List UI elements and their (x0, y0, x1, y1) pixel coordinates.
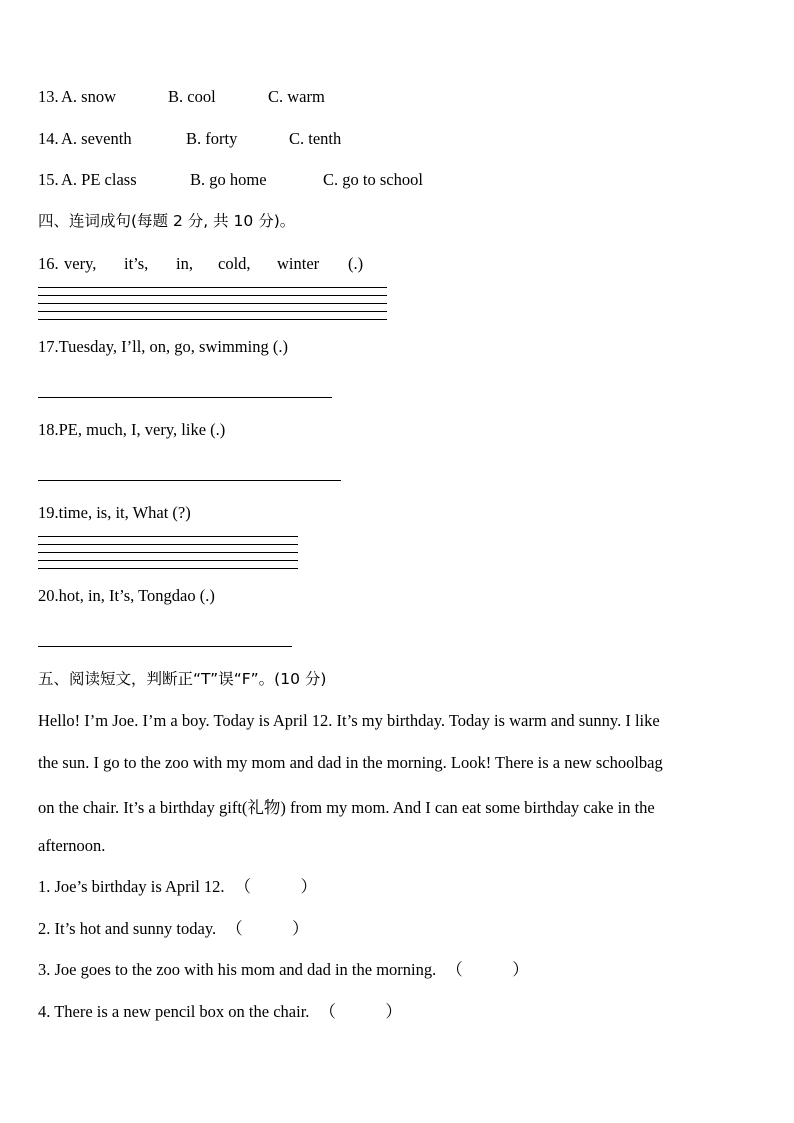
section-4-heading: 四、连词成句(每题 2 分, 共 10 分)。 (38, 212, 296, 230)
question-19 (38, 503, 191, 523)
answer-line[interactable] (38, 560, 298, 561)
question-number: 16. (38, 254, 59, 273)
answer-line[interactable] (38, 646, 292, 647)
answer-line[interactable] (38, 536, 298, 537)
mc-number: 15. (38, 170, 59, 189)
mc-number: 14. (38, 129, 59, 148)
question-number: 19. (38, 503, 59, 522)
passage-line: on the chair. It’s a birthday gift(礼物) from my mom. And I can eat some birthday cake in the (38, 798, 655, 817)
option-c: C. go to school (323, 170, 423, 189)
question-18 (38, 420, 225, 440)
option-b: B. forty (186, 129, 238, 148)
option-c: C. warm (268, 87, 325, 106)
question-number: 18. (38, 420, 59, 439)
word-chip: cold, (218, 254, 251, 273)
tf-question-3 (38, 960, 529, 980)
option-c: C. tenth (289, 129, 342, 148)
word-chip: winter (277, 254, 320, 273)
section-5-heading: 五、阅读短文，判断正“T”误“F”。(10 分) (38, 670, 327, 688)
word-chip: in, (176, 254, 193, 273)
answer-line[interactable] (38, 544, 298, 545)
tf-question-2 (38, 919, 309, 939)
question-words: time, is, it, What (?) (58, 503, 191, 522)
answer-blank[interactable]: （ ） (446, 960, 529, 979)
tf-question-text: 1. Joe’s birthday is April 12. (38, 877, 225, 896)
option-a: A. PE class (61, 170, 137, 189)
word-chip: (.) (348, 254, 364, 273)
word-chip: very, (64, 254, 97, 273)
answer-blank[interactable]: （ ） (226, 919, 309, 938)
question-words: Tuesday, I’ll, on, go, swimming (.) (58, 337, 288, 356)
question-words: hot, in, It’s, Tongdao (.) (58, 586, 215, 605)
option-a: A. seventh (61, 129, 132, 148)
option-b: B. cool (168, 87, 216, 106)
answer-line[interactable] (38, 480, 341, 481)
question-20 (38, 586, 215, 606)
question-words: PE, much, I, very, like (.) (58, 420, 226, 439)
tf-question-text: 2. It’s hot and sunny today. (38, 919, 217, 938)
answer-line[interactable] (38, 287, 387, 288)
answer-blank[interactable]: （ ） (319, 1002, 402, 1021)
option-b: B. go home (190, 170, 267, 189)
tf-question-4 (38, 1002, 402, 1022)
mc-number: 13. (38, 87, 59, 106)
answer-line[interactable] (38, 397, 332, 398)
answer-line[interactable] (38, 295, 387, 296)
passage-line: Hello! I’m Joe. I’m a boy. Today is April 12. It’s my birthday. Today is warm and sunny. I like (38, 711, 660, 730)
answer-blank[interactable]: （ ） (234, 877, 318, 896)
answer-line[interactable] (38, 311, 387, 312)
question-number: 17. (38, 337, 59, 356)
passage-line: the sun. I go to the zoo with my mom and dad in the morning. Look! There is a new schoolbag (38, 753, 663, 772)
passage-line: afternoon. (38, 836, 106, 855)
answer-line[interactable] (38, 552, 298, 553)
reading-passage (38, 711, 754, 861)
word-chip: it’s, (124, 254, 149, 273)
tf-question-text: 3. Joe goes to the zoo with his mom and dad in the morning. (38, 960, 437, 979)
tf-question-text: 4. There is a new pencil box on the chair. (38, 1002, 310, 1021)
question-17 (38, 337, 288, 357)
tf-question-1 (38, 877, 317, 897)
option-a: A. snow (61, 87, 117, 106)
answer-line[interactable] (38, 319, 387, 320)
answer-line[interactable] (38, 303, 387, 304)
answer-line[interactable] (38, 568, 298, 569)
question-number: 20. (38, 586, 59, 605)
